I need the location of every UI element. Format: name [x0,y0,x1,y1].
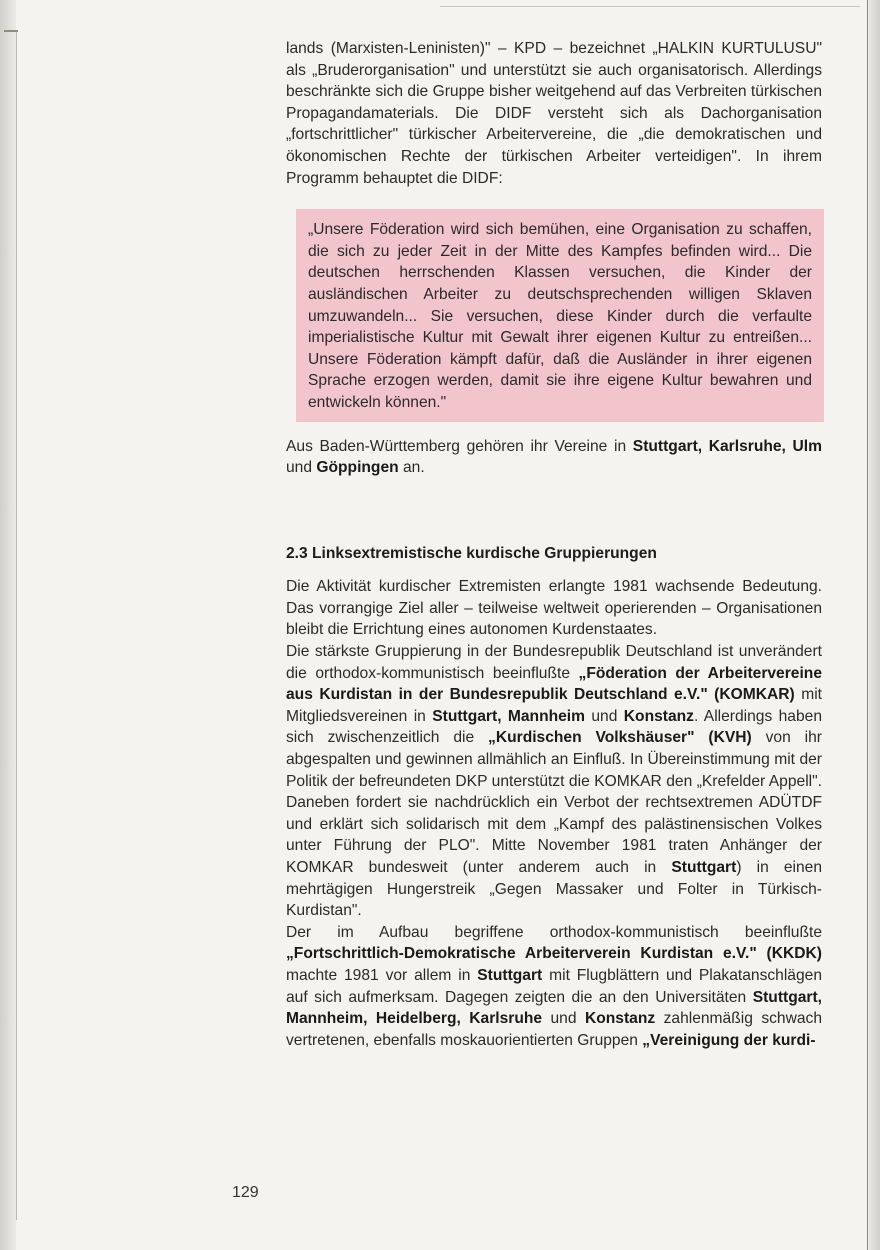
bold-cities: Stuttgart, Karlsruhe, Ulm [632,437,822,455]
bold-city: Konstanz [584,1010,656,1028]
text-run: machte 1981 vor allem in [286,966,478,984]
bold-organisation: „Fortschrittlich-Demokratische Arbeiterverein Kurdistan e.V." (KKDK) [286,945,822,963]
text-run: und [585,707,624,725]
bold-city: Konstanz [623,707,694,725]
text-run: Der im Aufbau begriffene orthodox-kommunistisch beeinflußte [286,923,822,941]
page-number: 129 [232,1184,259,1201]
paragraph-didf: lands (Marxisten-Leninisten)" – KPD – bezeichnet „HALKIN KURTULUSU" als „Bruderorganisation" und unterstützt sie auch organisatorisch. Allerdings beschränkte sich die Gruppe bisher weitgehend auf das Verbreiten türkischen Propagandamaterials. Die DIDF versteht sich als Dachorganisation „fortschrittlicher" türkischer Arbeitervereine, die „die demokratischen und ökonomischen Rechte der türkischen Arbeiter verteidigen". In ihrem Programm behauptet die DIDF: [286,40,822,187]
text-run: . Allerdings haben sich zwischenzeitlich die [286,707,822,747]
page-left-shadow [0,0,16,1250]
page-right-shadow [866,0,880,1250]
paragraph-kkdk [286,922,822,1052]
text-run: und [542,1010,585,1028]
page-corner-mark [4,30,18,32]
bold-city: Stuttgart [671,859,737,876]
bold-organisation: „Vereinigung der kurdi- [642,1031,816,1049]
bold-city: Stuttgart [477,966,543,984]
text-column [286,38,822,1051]
text-run: Aus Baden-Württemberg gehören ihr Vereine in [286,437,633,455]
quote-box [296,209,824,421]
text-run: mit Mitgliedsvereinen in [286,686,822,725]
bold-organisation: „Kurdischen Volkshäuser" (KVH) [488,729,752,747]
bold-cities: Stuttgart, Mannheim [432,707,586,725]
text-run: ) in einen mehrtägigen Hungerstreik „Gegen Massaker und Folter in Türkisch-Kurdistan". [286,859,823,920]
paragraph-kurdish-activity: Die Aktivität kurdischer Extremisten erlangte 1981 wachsende Bedeutung. Das vorrangige Ziel aller – teilweise weltweit operierenden – Organisationen bleibt die Errichtung eines autonomen Kurdenstaates. [286,578,822,639]
bold-organisation: „Föderation der Arbeitervereine aus Kurdistan in der Bundesrepublik Deutschland e.V." (KOMKAR) [286,664,823,704]
bold-city: Göppingen [316,459,399,477]
bold-cities: Stuttgart, Mannheim, Heidelberg, Karlsruhe [286,988,822,1028]
page-top-rule [440,6,860,7]
page-left-fold [16,30,17,1220]
section-heading: 2.3 Linksextremistische kurdische Gruppierungen [286,544,657,562]
page-right-fold [867,0,868,1250]
text-run: zahlenmäßig schwach vertretenen, ebenfalls moskauorientierten Gruppen [286,1010,822,1049]
text-run: mit Flugblättern und Plakatanschlägen auf sich aufmerksam. Dagegen zeigten die an den Universitäten [286,966,822,1006]
quote-text: „Unsere Föderation wird sich bemühen, eine Organisation zu schaffen, die sich zu jeder Zeit in der Mitte des Kampfes befinden wird... Die deutschen herrschenden Klassen versuchen, die Kinder der ausländischen Arbeiter zu deutschsprechenden willigen Sklaven umzuwandeln... Sie versuchen, diese Kinder durch die verfaulte imperialistische Kultur mit Gewalt ihrer eigenen Kultur zu entreißen... Unsere Föderation kämpft dafür, daß die Ausländer in ihrer eigenen Sprache erzogen werden, damit sie ihre eigene Kultur bewahren und entwickeln können." [308,221,812,411]
text-run: Die stärkste Gruppierung in der Bundesrepublik Deutschland ist unverändert die orthodox-kommunistisch beeinflußte [286,643,822,682]
text-run: von ihr abgespalten und gewinnen allmählich an Einfluß. In Übereinstimmung mit der Politik der befreundeten DKP unterstützt die KOMKAR den „Krefelder Appell". Daneben fordert sie nachdrücklich ein Verbot der rechtsextremen ADÜTDF und erklärt sich solidarisch mit dem „Kampf des palästinensischen Volkes unter Führung der PLO". Mitte November 1981 traten Anhänger der KOMKAR bundesweit (unter anderem auch in [286,729,822,876]
text-run: und [286,459,317,477]
paragraph-baden-wuerttemberg [286,436,822,479]
text-run: an. [398,459,425,477]
paragraph-komkar [286,641,822,922]
